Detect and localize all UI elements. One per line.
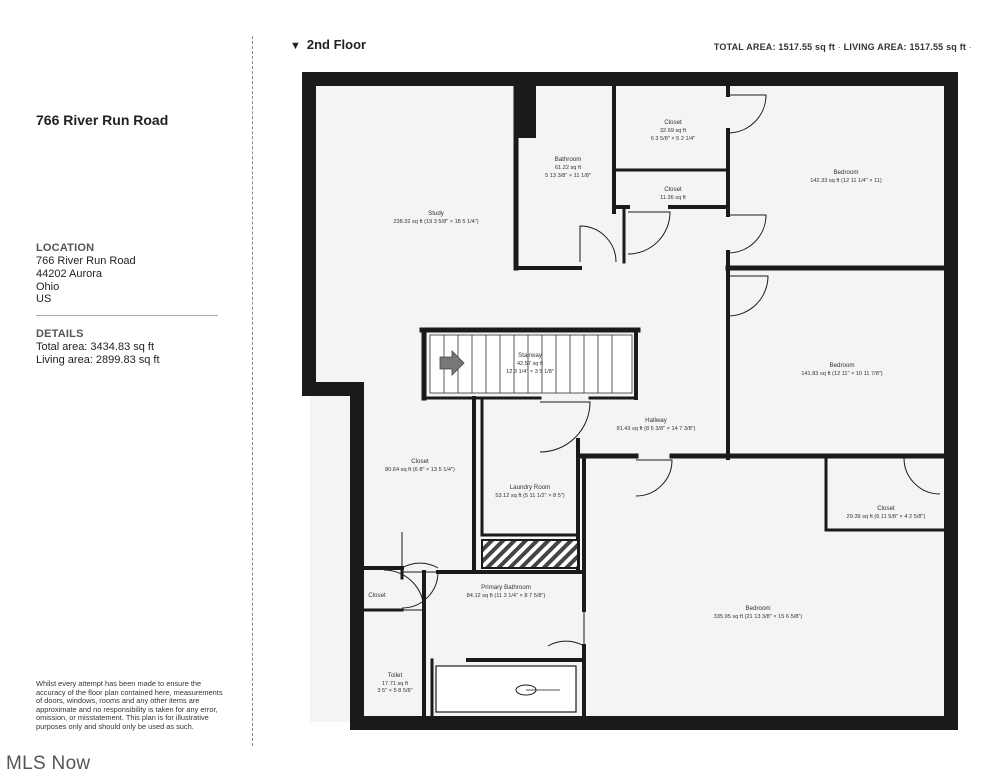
room-bedroom-mid-dims: 141.83 sq ft (12 11" × 10 11 7/8") (801, 371, 883, 377)
room-laundry-dims: 53.12 sq ft (5 11 1/2" × 8 5") (495, 493, 565, 499)
room-hallway-name: Hallway (645, 417, 667, 424)
mls-watermark: MLS Now (6, 753, 91, 774)
room-study-dims: 238.32 sq ft (19 3 5/8" × 18 5 1/4") (393, 219, 479, 225)
bathtub (436, 666, 576, 712)
room-closet-small-dims: 11.36 sq ft (660, 195, 686, 201)
details-heading: DETAILS (36, 328, 84, 340)
room-toilet-dims2: 3 5" × 5 8 5/8" (377, 688, 413, 694)
room-bedroom-main-name: Bedroom (745, 605, 771, 612)
location-city: 44202 Aurora (36, 268, 103, 280)
room-toilet-dims: 17.71 sq ft (381, 681, 409, 687)
room-closet-tiny-name: Closet (368, 592, 386, 599)
disclaimer-text: Whilst every attempt has been made to ensure the accuracy of the floor plan contained here, measurements of doors, windows, rooms and any other items are approximate and no responsibility is taken for any error, omission, or misstatement. This plan is for illustrative purposes only and should only be used as such. (36, 679, 223, 731)
details-living-area: Living area: 2899.83 sq ft (36, 354, 160, 366)
room-closet-right-name: Closet (877, 505, 895, 512)
floor-interior (310, 80, 950, 722)
room-closet-top-dims2: 6 3 5/8" × 5 2 1/4" (650, 136, 696, 142)
collapse-triangle-icon: ▼ (290, 40, 301, 52)
hatched-fixture (482, 540, 578, 568)
location-street: 766 River Run Road (36, 255, 136, 267)
room-laundry-name: Laundry Room (509, 484, 551, 491)
location-heading: LOCATION (36, 242, 95, 254)
room-bathroom-dims2: 5 13 3/8" × 11 1/8" (545, 173, 591, 179)
room-toilet-name: Toilet (387, 672, 403, 679)
room-bedroom-mid-name: Bedroom (829, 362, 855, 369)
room-bathroom-dims: 61.22 sq ft (554, 165, 582, 171)
living-area-label: LIVING AREA: (843, 42, 907, 52)
total-area-value: 1517.55 sq ft (778, 42, 836, 52)
floor-area-summary: TOTAL AREA: 1517.55 sq ft · LIVING AREA: 1517.55 sq ft · (713, 42, 972, 52)
room-hallway-dims: 91.43 sq ft (8 5 3/8" × 14 7 3/8") (616, 426, 696, 432)
room-bedroom-top-dims: 142.33 sq ft (12 11 1/4" × 11) (810, 178, 882, 184)
living-area-value: 1517.55 sq ft (909, 42, 967, 52)
room-primary-bath-name: Primary Bathroom (481, 584, 531, 591)
room-closet-left-dims: 80.64 sq ft (6 8" × 13 5 1/4") (385, 467, 455, 473)
room-bathroom-name: Bathroom (554, 156, 582, 163)
room-stairway-dims: 42.57 sq ft (516, 361, 544, 367)
total-area-label: TOTAL AREA: (713, 42, 776, 52)
details-total-area: Total area: 3434.83 sq ft (36, 341, 155, 353)
location-country: US (36, 293, 52, 305)
room-closet-top-name: Closet (664, 119, 682, 126)
room-stairway-name: Stairway (518, 352, 542, 359)
room-bedroom-main-dims: 335.95 sq ft (21 13 3/8" × 15 6 5/8") (713, 614, 803, 620)
location-state: Ohio (36, 281, 60, 293)
room-primary-bath-dims: 84.12 sq ft (11 3 1/4" × 8 7 5/8") (466, 593, 546, 599)
room-closet-left-name: Closet (411, 458, 429, 465)
property-address: 766 River Run Road (36, 112, 169, 128)
room-closet-small-name: Closet (664, 186, 682, 193)
floor-title-label: 2nd Floor (306, 37, 367, 52)
room-closet-right-dims: 29.39 sq ft (6 11 5/8" × 4 2 5/8") (846, 514, 926, 520)
room-closet-top-dims: 32.69 sq ft (659, 128, 687, 134)
room-study-name: Study (428, 210, 444, 217)
room-stairway-dims2: 12 3 1/4" × 3 5 1/8" (506, 369, 554, 375)
room-bedroom-top-name: Bedroom (833, 169, 859, 176)
